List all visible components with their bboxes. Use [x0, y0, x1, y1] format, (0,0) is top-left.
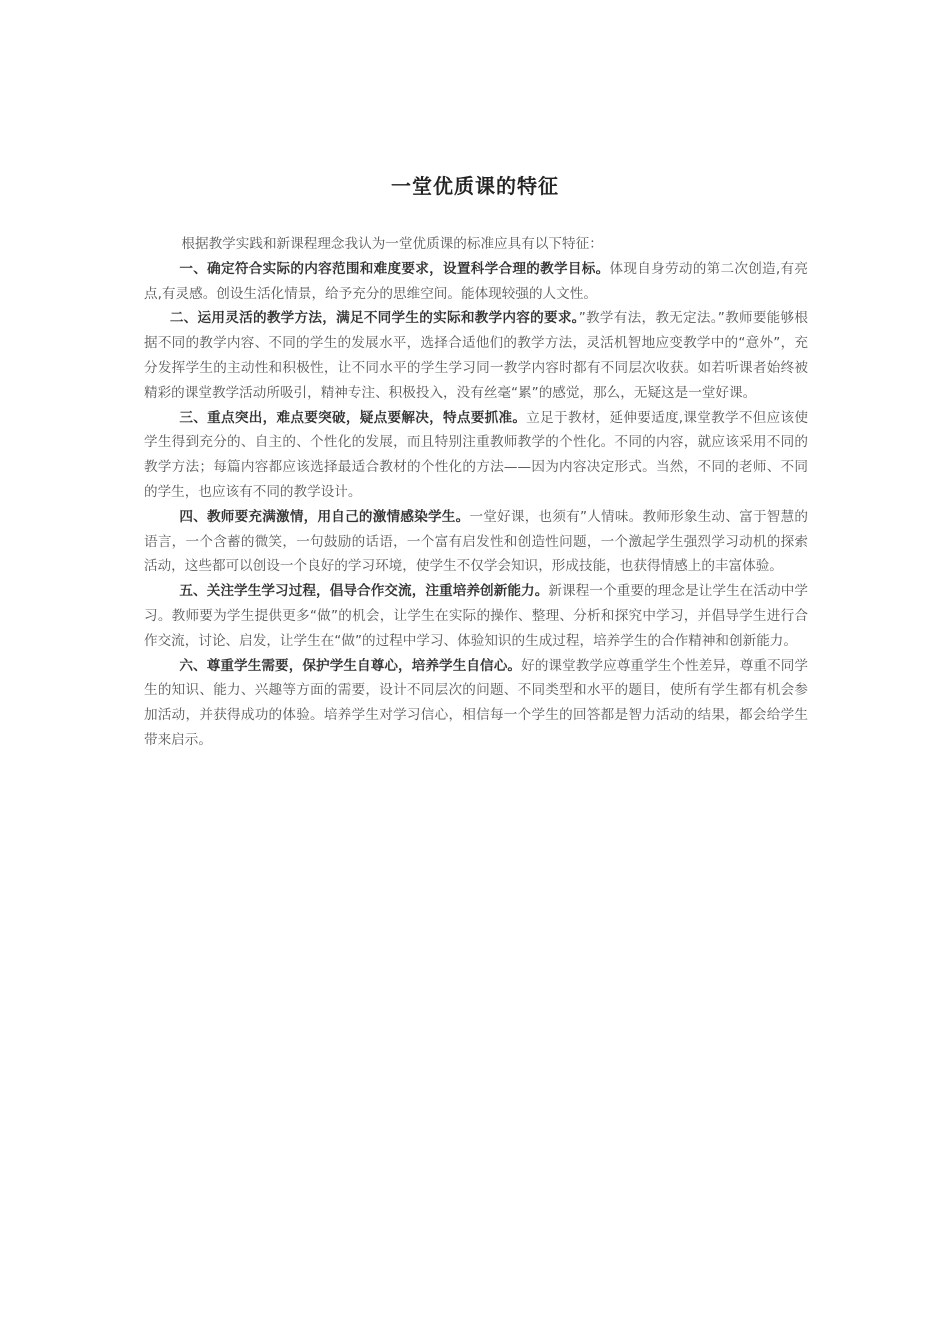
section-heading-4: 四、教师要充满激情，用自己的激情感染学生。: [179, 508, 470, 525]
section-text-1: 体现自身劳动的第二次创造,有亮点,有灵感。创设生活化情景，给予充分的思维空间。能体现较强的人文性。: [144, 260, 809, 302]
section-heading-3: 三、重点突出，难点要突破，疑点要解决，特点要抓准。: [179, 409, 527, 426]
section-paragraph-6: [144, 654, 808, 753]
section-text-4: 一堂好课，也须有”人情味。教师形象生动、富于智慧的语言，一个含蓄的微笑，一句鼓励的话语，一个富有启发性和创造性问题，一个激起学生强烈学习动机的探索活动，这些都可以创设一个良好的学习环境，使学生不仅学会知识，形成技能，也获得情感上的丰富体验。: [144, 508, 808, 575]
section-heading-1: 一、确定符合实际的内容范围和难度要求，设置科学合理的教学目标。: [179, 260, 610, 277]
section-paragraph-3: [144, 406, 808, 505]
section-heading-6: 六、尊重学生需要，保护学生自尊心，培养学生自信心。: [179, 657, 522, 674]
section-paragraph-1: [144, 257, 808, 307]
section-text-2: ”教学有法，教无定法。”教师要能够根据不同的教学内容、不同的学生的发展水平，选择合适他们的教学方法，灵活机智地应变教学中的“意外”，充分发挥学生的主动性和积极性，让不同水平的学生学习同一教学内容时都有不同层次收获。如若听课者始终被精彩的课堂教学活动所吸引，精神专注、积极投入，没有丝毫“累”的感觉，那么，无疑这是一堂好课。: [144, 310, 808, 401]
section-paragraph-4: [144, 505, 808, 579]
section-paragraph-5: [144, 579, 808, 653]
section-paragraph-2: [144, 306, 808, 405]
section-text-6: 好的课堂教学应尊重学生个性差异，尊重不同学生的知识、能力、兴趣等方面的需要，设计不同层次的问题、不同类型和水平的题目，使所有学生都有机会参加活动，并获得成功的体验。培养学生对学习信心，相信每一个学生的回答都是智力活动的结果，都会给学生带来启示。: [144, 657, 809, 748]
section-text-3: 立足于教材，延伸要适度,课堂教学不但应该使学生得到充分的、自主的、个性化的发展，而且特别注重教师教学的个性化。不同的内容，就应该采用不同的教学方法；每篇内容都应该选择最适合教材的个性化的方法——因为内容决定形式。当然，不同的老师、不同的学生，也应该有不同的教学设计。: [144, 409, 808, 500]
section-heading-2: 二、运用灵活的教学方法，满足不同学生的实际和教学内容的要求。: [169, 310, 579, 327]
intro-paragraph: 根据教学实践和新课程理念我认为一堂优质课的标准应具有以下特征：: [181, 236, 603, 252]
document-body: [144, 232, 808, 753]
page-title: 一堂优质课的特征: [391, 174, 559, 198]
section-text-5: 新课程一个重要的理念是让学生在活动中学习。教师要为学生提供更多“做”的机会，让学生在实际的操作、整理、分析和探究中学习，并倡导学生进行合作交流，讨论、启发，让学生在“做”的过程中学习、体验知识的生成过程，培养学生的合作精神和创新能力。: [144, 583, 809, 649]
section-heading-5: 五、关注学生学习过程，倡导合作交流，注重培养创新能力。: [179, 583, 549, 600]
